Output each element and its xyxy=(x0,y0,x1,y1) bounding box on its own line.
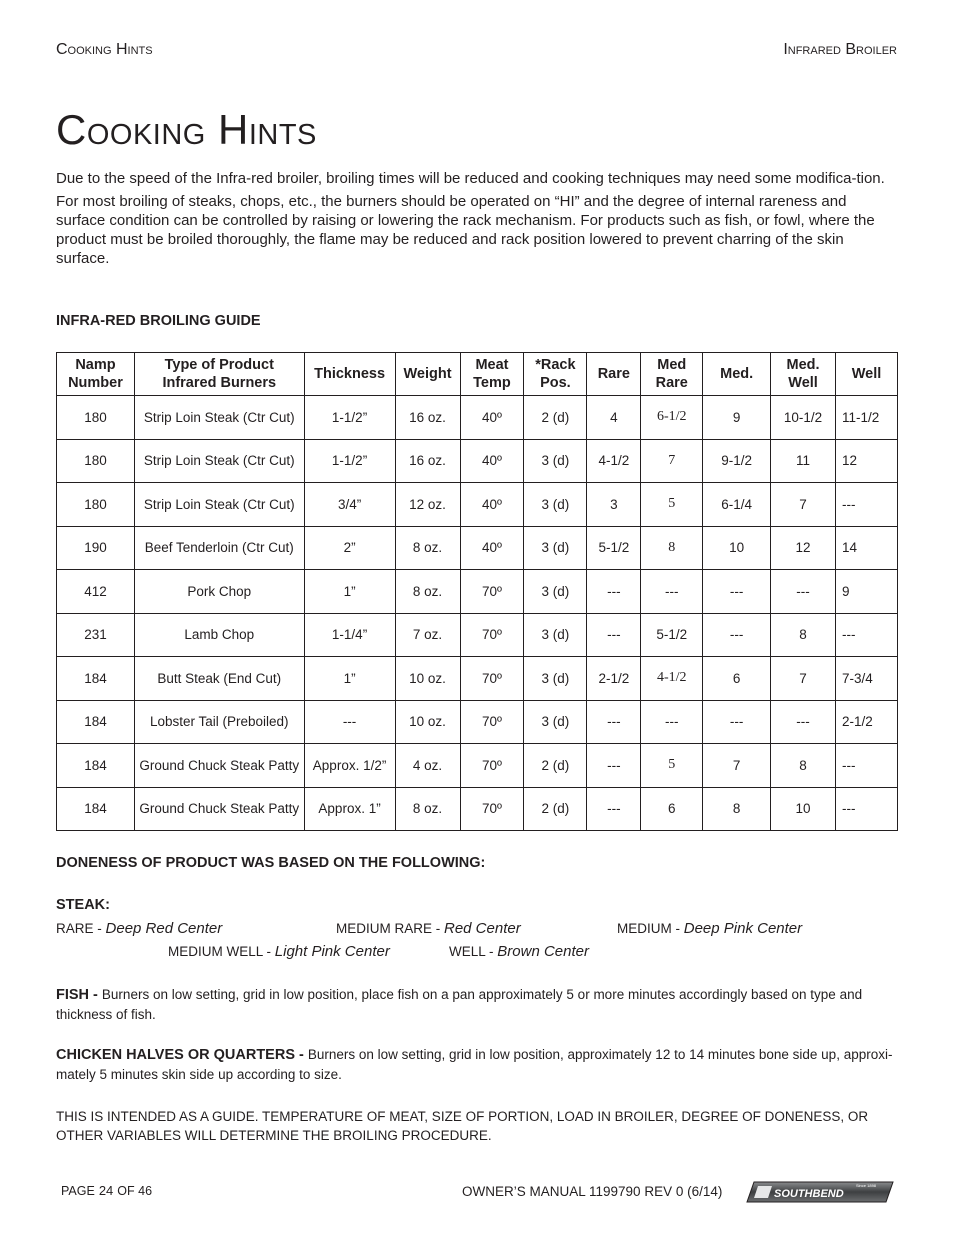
table-cell: --- xyxy=(587,787,641,831)
table-cell: Lobster Tail (Preboiled) xyxy=(134,700,304,744)
table-row xyxy=(57,700,898,744)
table-cell: 11-1/2 xyxy=(836,396,898,440)
table-cell: 8 xyxy=(641,526,703,570)
table-cell: 7-3/4 xyxy=(836,657,898,701)
table-cell: 3 (d) xyxy=(524,570,587,614)
column-header: Weight xyxy=(395,353,460,396)
chicken-instructions: CHICKEN HALVES OR QUARTERS - Burners on low setting, grid in low position, approximately 12 to 14 minutes bone side up, approxi-mately 5 minutes skin side up according to size. xyxy=(56,1047,893,1082)
doneness-heading: DONENESS OF PRODUCT WAS BASED ON THE FOLLOWING: xyxy=(56,855,486,871)
column-header: Med. xyxy=(703,353,771,396)
table-cell: 3 (d) xyxy=(524,483,587,527)
table-cell: 6-1/2 xyxy=(641,396,703,440)
doneness-well: WELL - Brown Center xyxy=(449,943,589,960)
column-header: Namp Number xyxy=(57,353,135,396)
fish-instructions: FISH - Burners on low setting, grid in low position, place fish on a pan approximately 5 or more minutes accordingly based on type and thickness of fish. xyxy=(56,987,863,1022)
table-cell: 8 oz. xyxy=(395,787,460,831)
table-cell: 7 oz. xyxy=(395,613,460,657)
table-cell: --- xyxy=(587,700,641,744)
table-cell: 70º xyxy=(460,700,524,744)
table-cell: 4-1/2 xyxy=(587,439,641,483)
page-number: PAGE 24 OF 46 xyxy=(61,1183,153,1198)
table-cell: 16 oz. xyxy=(395,396,460,440)
table-cell: --- xyxy=(587,570,641,614)
table-cell: 231 xyxy=(57,613,135,657)
table-cell: 5-1/2 xyxy=(641,613,703,657)
table-cell: 184 xyxy=(57,787,135,831)
table-cell: --- xyxy=(304,700,395,744)
table-cell: --- xyxy=(641,570,703,614)
table-cell: 14 xyxy=(836,526,898,570)
table-cell: 3 xyxy=(587,483,641,527)
table-cell: --- xyxy=(836,613,898,657)
table-cell: 70º xyxy=(460,744,524,788)
table-cell: 70º xyxy=(460,570,524,614)
table-row xyxy=(57,657,898,701)
table-cell: 10-1/2 xyxy=(771,396,836,440)
table-cell: 12 oz. xyxy=(395,483,460,527)
table-cell: 40º xyxy=(460,526,524,570)
table-cell: 184 xyxy=(57,657,135,701)
table-cell: Ground Chuck Steak Patty xyxy=(134,787,304,831)
table-cell: Butt Steak (End Cut) xyxy=(134,657,304,701)
table-cell: 4 xyxy=(587,396,641,440)
table-cell: Strip Loin Steak (Ctr Cut) xyxy=(134,483,304,527)
column-header: Thickness xyxy=(304,353,395,396)
running-header-section: Cooking Hints xyxy=(56,41,153,58)
column-header: *Rack Pos. xyxy=(524,353,587,396)
table-cell: 1-1/2” xyxy=(304,396,395,440)
table-cell: 180 xyxy=(57,483,135,527)
doneness-medium: MEDIUM - Deep Pink Center xyxy=(617,920,803,937)
table-cell: 2 (d) xyxy=(524,396,587,440)
table-cell: 412 xyxy=(57,570,135,614)
page-title: Cooking Hints xyxy=(56,106,317,153)
table-cell: 3 (d) xyxy=(524,613,587,657)
table-cell: 2-1/2 xyxy=(587,657,641,701)
table-row xyxy=(57,396,898,440)
table-body xyxy=(57,396,898,831)
table-cell: 9 xyxy=(836,570,898,614)
table-row xyxy=(57,439,898,483)
table-cell: 2-1/2 xyxy=(836,700,898,744)
table-row xyxy=(57,570,898,614)
table-cell: 190 xyxy=(57,526,135,570)
table-cell: 9 xyxy=(703,396,771,440)
table-cell: 1-1/4” xyxy=(304,613,395,657)
table-cell: 40º xyxy=(460,483,524,527)
table-cell: 70º xyxy=(460,787,524,831)
table-cell: 184 xyxy=(57,744,135,788)
manual-reference: OWNER’S MANUAL 1199790 REV 0 (6/14) xyxy=(462,1184,723,1199)
table-cell: 3/4” xyxy=(304,483,395,527)
table-cell: --- xyxy=(703,613,771,657)
table-cell: 3 (d) xyxy=(524,439,587,483)
logo-since: Since 1898 xyxy=(856,1183,877,1188)
table-cell: 11 xyxy=(771,439,836,483)
doneness-medium-rare: MEDIUM RARE - Red Center xyxy=(336,920,521,937)
column-header: Rare xyxy=(587,353,641,396)
table-cell: 8 oz. xyxy=(395,526,460,570)
table-cell: 180 xyxy=(57,439,135,483)
table-cell: 8 xyxy=(703,787,771,831)
table-cell: 12 xyxy=(836,439,898,483)
table-cell: --- xyxy=(771,570,836,614)
table-cell: --- xyxy=(703,570,771,614)
table-cell: --- xyxy=(836,744,898,788)
table-cell: 70º xyxy=(460,613,524,657)
table-row xyxy=(57,744,898,788)
table-cell: 10 oz. xyxy=(395,657,460,701)
table-cell: --- xyxy=(836,787,898,831)
table-cell: 6 xyxy=(641,787,703,831)
disclaimer: THIS IS INTENDED AS A GUIDE. TEMPERATURE OF MEAT, SIZE OF PORTION, LOAD IN BROILER, DEGREE OF DONENESS, OR OTHER VARIABLES WILL DETERMINE THE BROILING PROCEDURE. xyxy=(56,1109,869,1143)
table-cell: 4-1/2 xyxy=(641,657,703,701)
table-cell: 3 (d) xyxy=(524,526,587,570)
table-cell: 2 (d) xyxy=(524,787,587,831)
table-cell: 8 xyxy=(771,744,836,788)
table-cell: 1” xyxy=(304,570,395,614)
table-cell: 12 xyxy=(771,526,836,570)
column-header: Meat Temp xyxy=(460,353,524,396)
table-row xyxy=(57,787,898,831)
table-cell: Lamb Chop xyxy=(134,613,304,657)
table-cell: 1” xyxy=(304,657,395,701)
table-cell: --- xyxy=(703,700,771,744)
table-cell: --- xyxy=(587,744,641,788)
table-cell: Approx. 1/2” xyxy=(304,744,395,788)
table-cell: 10 xyxy=(703,526,771,570)
table-row xyxy=(57,526,898,570)
table-cell: Beef Tenderloin (Ctr Cut) xyxy=(134,526,304,570)
intro-paragraph-2: For most broiling of steaks, chops, etc., the burners should be operated on “HI” and the degree of internal rareness and surface condition can be controlled by raising or lowering the rack mechanism. For products such as fish, or fowl, where the product must be broiled thoroughly, the flame may be reduced and rack position lowered to prevent charring of the skin surface. xyxy=(56,193,875,267)
table-cell: Ground Chuck Steak Patty xyxy=(134,744,304,788)
table-cell: 7 xyxy=(703,744,771,788)
table-cell: --- xyxy=(641,700,703,744)
table-cell: 7 xyxy=(641,439,703,483)
intro-text xyxy=(56,169,898,272)
table-cell: 7 xyxy=(771,657,836,701)
table-cell: 184 xyxy=(57,700,135,744)
running-header-product: Infrared Broiler xyxy=(783,41,897,58)
table-cell: 1-1/2” xyxy=(304,439,395,483)
table-cell: 2 (d) xyxy=(524,744,587,788)
table-cell: 5-1/2 xyxy=(587,526,641,570)
doneness-medium-well: MEDIUM WELL - Light Pink Center xyxy=(168,943,390,960)
table-cell: 16 oz. xyxy=(395,439,460,483)
table-cell: 9-1/2 xyxy=(703,439,771,483)
table-cell: 4 oz. xyxy=(395,744,460,788)
table-cell: Approx. 1” xyxy=(304,787,395,831)
table-row xyxy=(57,613,898,657)
intro-paragraph-1: Due to the speed of the Infra-red broiler, broiling times will be reduced and cooking techniques may need some modifica-tion. xyxy=(56,170,885,187)
table-cell: 180 xyxy=(57,396,135,440)
table-cell: 10 xyxy=(771,787,836,831)
broiling-guide-table xyxy=(56,352,898,831)
table-cell: 70º xyxy=(460,657,524,701)
table-header-row xyxy=(57,353,898,396)
column-header: Med. Well xyxy=(771,353,836,396)
column-header: Med Rare xyxy=(641,353,703,396)
steak-heading: STEAK: xyxy=(56,897,110,913)
table-row xyxy=(57,483,898,527)
table-cell: 8 oz. xyxy=(395,570,460,614)
table-cell: 40º xyxy=(460,439,524,483)
table-cell: 6 xyxy=(703,657,771,701)
table-cell: 5 xyxy=(641,744,703,788)
guide-heading: INFRA-RED BROILING GUIDE xyxy=(56,313,261,329)
table-cell: --- xyxy=(836,483,898,527)
table-cell: 5 xyxy=(641,483,703,527)
table-cell: 10 oz. xyxy=(395,700,460,744)
doneness-rare: RARE - Deep Red Center xyxy=(56,920,223,937)
table-cell: Pork Chop xyxy=(134,570,304,614)
table-cell: 3 (d) xyxy=(524,657,587,701)
column-header: Well xyxy=(836,353,898,396)
table-cell: 8 xyxy=(771,613,836,657)
southbend-logo xyxy=(746,1181,894,1203)
table-cell: 3 (d) xyxy=(524,700,587,744)
table-cell: --- xyxy=(771,700,836,744)
table-cell: 40º xyxy=(460,396,524,440)
table-cell: Strip Loin Steak (Ctr Cut) xyxy=(134,396,304,440)
table-cell: --- xyxy=(587,613,641,657)
column-header: Type of Product Infrared Burners xyxy=(134,353,304,396)
table-cell: 2” xyxy=(304,526,395,570)
logo-wordmark: SOUTHBEND xyxy=(774,1188,844,1200)
table-cell: 6-1/4 xyxy=(703,483,771,527)
table-cell: 7 xyxy=(771,483,836,527)
table-cell: Strip Loin Steak (Ctr Cut) xyxy=(134,439,304,483)
